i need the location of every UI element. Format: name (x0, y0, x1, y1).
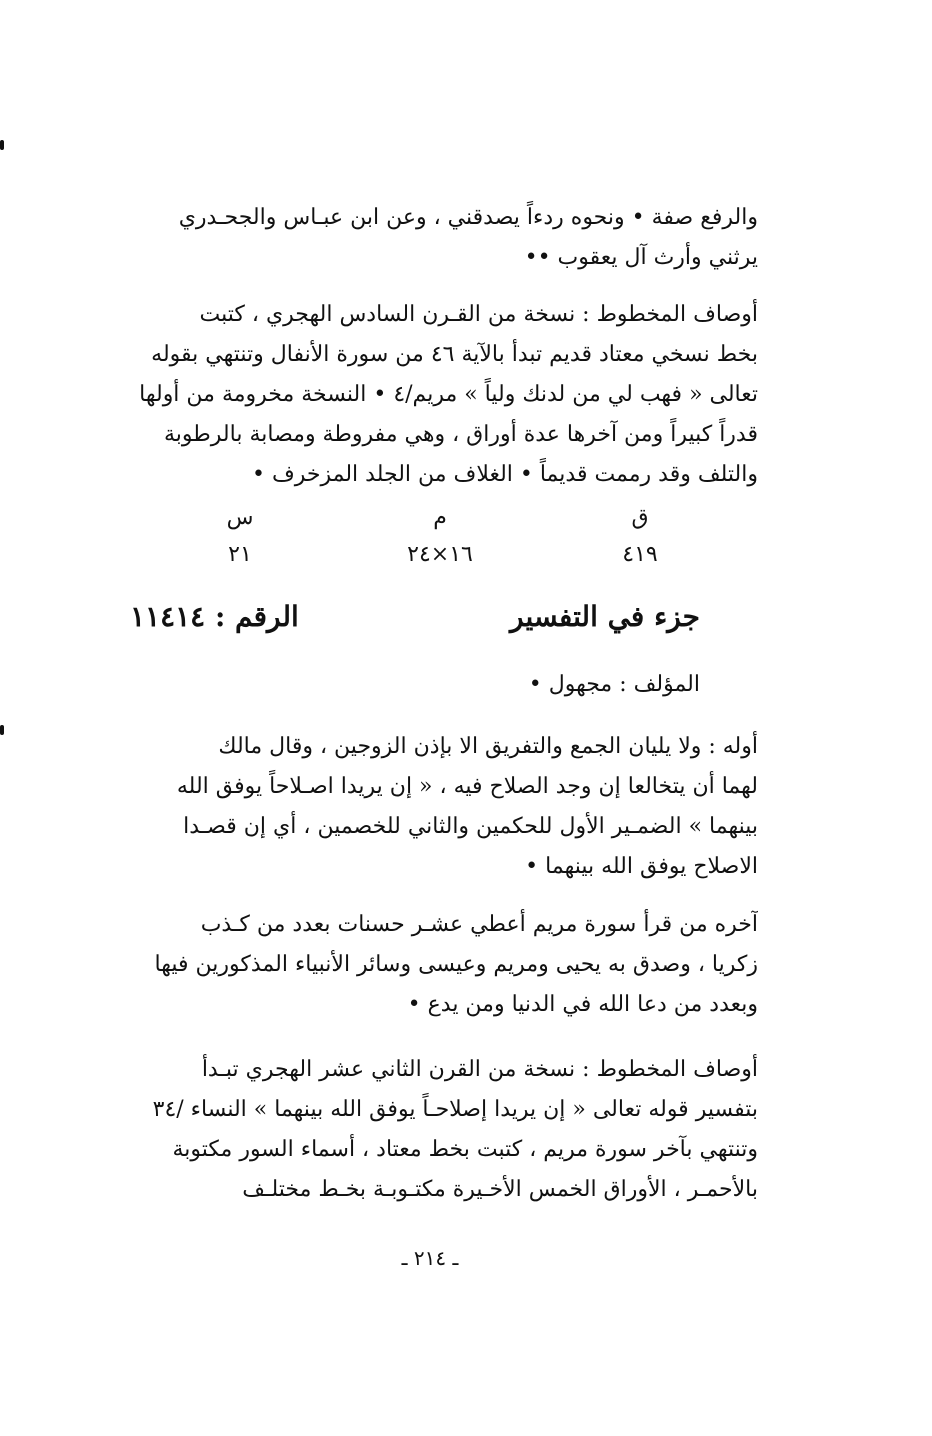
text-line: أوله : ولا يليان الجمع والتفريق الا بإذن الزوجين ، وقال مالك (218, 734, 758, 759)
text-line: وبعدد من دعا الله في الدنيا ومن يدع • (407, 992, 758, 1017)
text-line: بينهما » الضمـير الأول للحكمين والثاني للخصمين ، أي إن قصـدا (183, 814, 758, 839)
text-line: والرفع صفة • ونحوه ردءاً يصدقني ، وعن ابن عبـاس والجحـدري (178, 205, 758, 230)
incipit-paragraph (108, 727, 758, 887)
margin-mark (0, 140, 4, 150)
folios-value: ٤١٩ (622, 542, 658, 567)
margin-mark (0, 725, 4, 735)
text-line: وتنتهي بآخر سورة مريم ، كتبت بخط معتاد ، أسماء السور مكتوبة (172, 1137, 758, 1162)
manuscript-description-paragraph (108, 295, 758, 495)
lines-label: س (226, 505, 254, 530)
text-line: والتلف وقد رممت قديماً • الغلاف من الجلد المزخرف • (251, 462, 758, 487)
continuation-paragraph (108, 198, 758, 278)
text-line: زكريا ، وصدق به يحيى ومريم وعيسى وسائر الأنبياء المذكورين فيها (154, 952, 758, 977)
entry-heading (120, 600, 720, 650)
text-line: يرثني وأرث آل يعقوب •• (524, 245, 758, 270)
page-number: ـ ٢١٤ ـ (401, 1246, 459, 1270)
folios-label: ق (631, 505, 649, 530)
dimensions-values (180, 542, 700, 567)
text-line: أوصاف المخطوط : نسخة من القـرن السادس الهجري ، كتبت (199, 302, 758, 327)
text-line: الاصلاح يوفق الله بينهما • (525, 854, 758, 879)
text-line: قدراً كبيراً ومن آخرها عدة أوراق ، وهي مفروطة ومصابة بالرطوبة (164, 422, 758, 447)
dimensions-labels (180, 505, 700, 530)
entry-title: جزء في التفسير (510, 600, 700, 633)
text-line: بالأحمـر ، الأوراق الخمس الأخـيرة مكتـوبـة بخـط مختلـف (242, 1177, 758, 1202)
text-line: بخط نسخي معتاد قديم تبدأ بالآية ٤٦ من سورة الأنفال وتنتهي بقوله (151, 342, 758, 367)
entry-number: الرقم : ١١٤١٤ (130, 600, 299, 633)
text-line: بتفسير قوله تعالى « إن يريدا إصلاحـاً يوفق الله بينهما » النساء /٣٤ (152, 1097, 758, 1122)
text-line: لهما أن يتخالعا إن وجد الصلاح فيه ، « إن يريدا اصـلاحاً يوفق الله (176, 774, 758, 799)
author-line: المؤلف : مجهول • (528, 672, 700, 697)
size-value: ١٦×٢٤ (407, 542, 473, 567)
size-label: م (433, 505, 447, 530)
text-line: تعالى « فهب لي من لدنك ولياً » مريم/٤ • النسخة مخرومة من أولها (139, 382, 758, 407)
lines-value: ٢١ (228, 542, 252, 567)
text-line: أوصاف المخطوط : نسخة من القرن الثاني عشر الهجري تبـدأ (201, 1057, 758, 1082)
explicit-paragraph (108, 905, 758, 1025)
text-line: آخره من قرأ سورة مريم أعطي عشـر حسنات بعدد من كـذب (200, 912, 758, 937)
manuscript-description-paragraph (108, 1050, 758, 1210)
